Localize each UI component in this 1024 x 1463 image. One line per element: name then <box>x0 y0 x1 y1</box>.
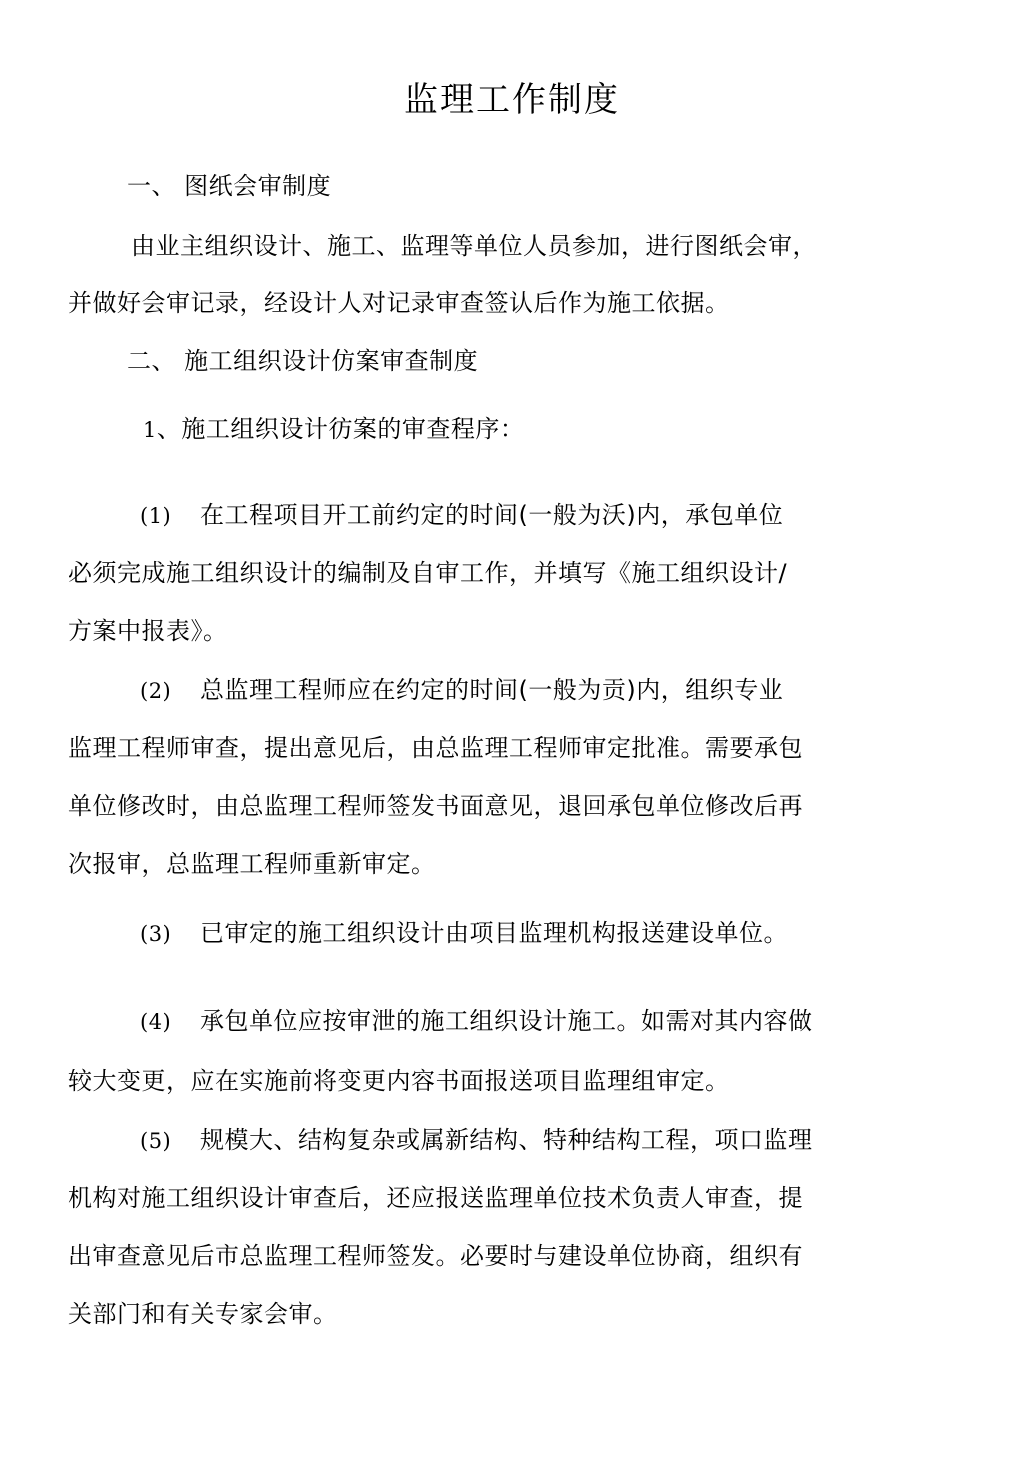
item-4-number: (4) <box>140 1010 172 1034</box>
item-1-number: (1) <box>140 504 172 528</box>
subsection-1-text: 、施工组织设计彷案的审查程序： <box>156 415 525 443</box>
section-1-paragraph-line-1: 由业主组织设计、施工、监理等单位人员参加，进行图纸会审， <box>131 232 817 260</box>
item-4-line-2: 较大变更，应在实施前将变更内容书面报送项目监理组审定。 <box>68 1067 730 1095</box>
section-1-heading: 一、 图纸会审制度 <box>127 172 332 200</box>
item-4-text-line-1: 承包单位应按审泄的施工组织设计施工。如需对其内容做 <box>200 1007 813 1035</box>
item-2-line-3: 单位修改时，由总监理工程师签发书面意见，退回承包单位修改后再 <box>68 792 803 820</box>
item-3-text-line-1: 已审定的施工组织设计由项目监理机构报送建设单位。 <box>200 919 788 947</box>
item-2-text-line-1: 总监理工程师应在约定的时间(一般为贡)内，组织专业 <box>200 676 784 704</box>
subsection-1-heading <box>143 413 524 446</box>
section-1-paragraph-line-2: 并做好会审记录，经设计人对记录审查签认后作为施工依据。 <box>68 289 730 317</box>
item-5-line-2: 机构对施工组织设计审查后，还应报送监理单位技术负责人审查，提 <box>68 1184 803 1212</box>
item-5-line-1 <box>140 1124 813 1157</box>
item-2-line-2: 监理工程师审查，提出意见后，由总监理工程师审定批准。需要承包 <box>68 734 803 762</box>
item-5-line-3: 出审查意见后市总监理工程师签发。必要时与建设单位协商，组织有 <box>68 1242 803 1270</box>
section-2-heading: 二、 施工组织设计仿案审查制度 <box>127 347 479 375</box>
item-5-number: (5) <box>140 1129 172 1153</box>
item-3-line-1 <box>140 917 788 950</box>
item-4-line-1 <box>140 1005 813 1038</box>
item-2-line-4: 次报审，总监理工程师重新审定。 <box>68 850 436 878</box>
item-1-line-1 <box>140 499 783 532</box>
subsection-1-number: 1 <box>143 418 157 442</box>
item-3-number: (3) <box>140 922 172 946</box>
item-2-number: (2) <box>140 679 172 703</box>
item-2-line-1 <box>140 674 783 707</box>
document-title: 监理工作制度 <box>404 80 620 120</box>
item-5-text-line-1: 规模大、结构复杂或属新结构、特种结构工程，项口监理 <box>200 1126 813 1154</box>
item-1-line-2: 必须完成施工组织设计的编制及自审工作，并填写《施工组织设计/ <box>68 559 788 587</box>
item-5-line-4: 关部门和有关专家会审。 <box>68 1300 338 1328</box>
item-1-text-line-1: 在工程项目开工前约定的时间(一般为沃)内，承包单位 <box>200 501 784 529</box>
item-1-line-3: 方案中报表》。 <box>68 617 228 645</box>
